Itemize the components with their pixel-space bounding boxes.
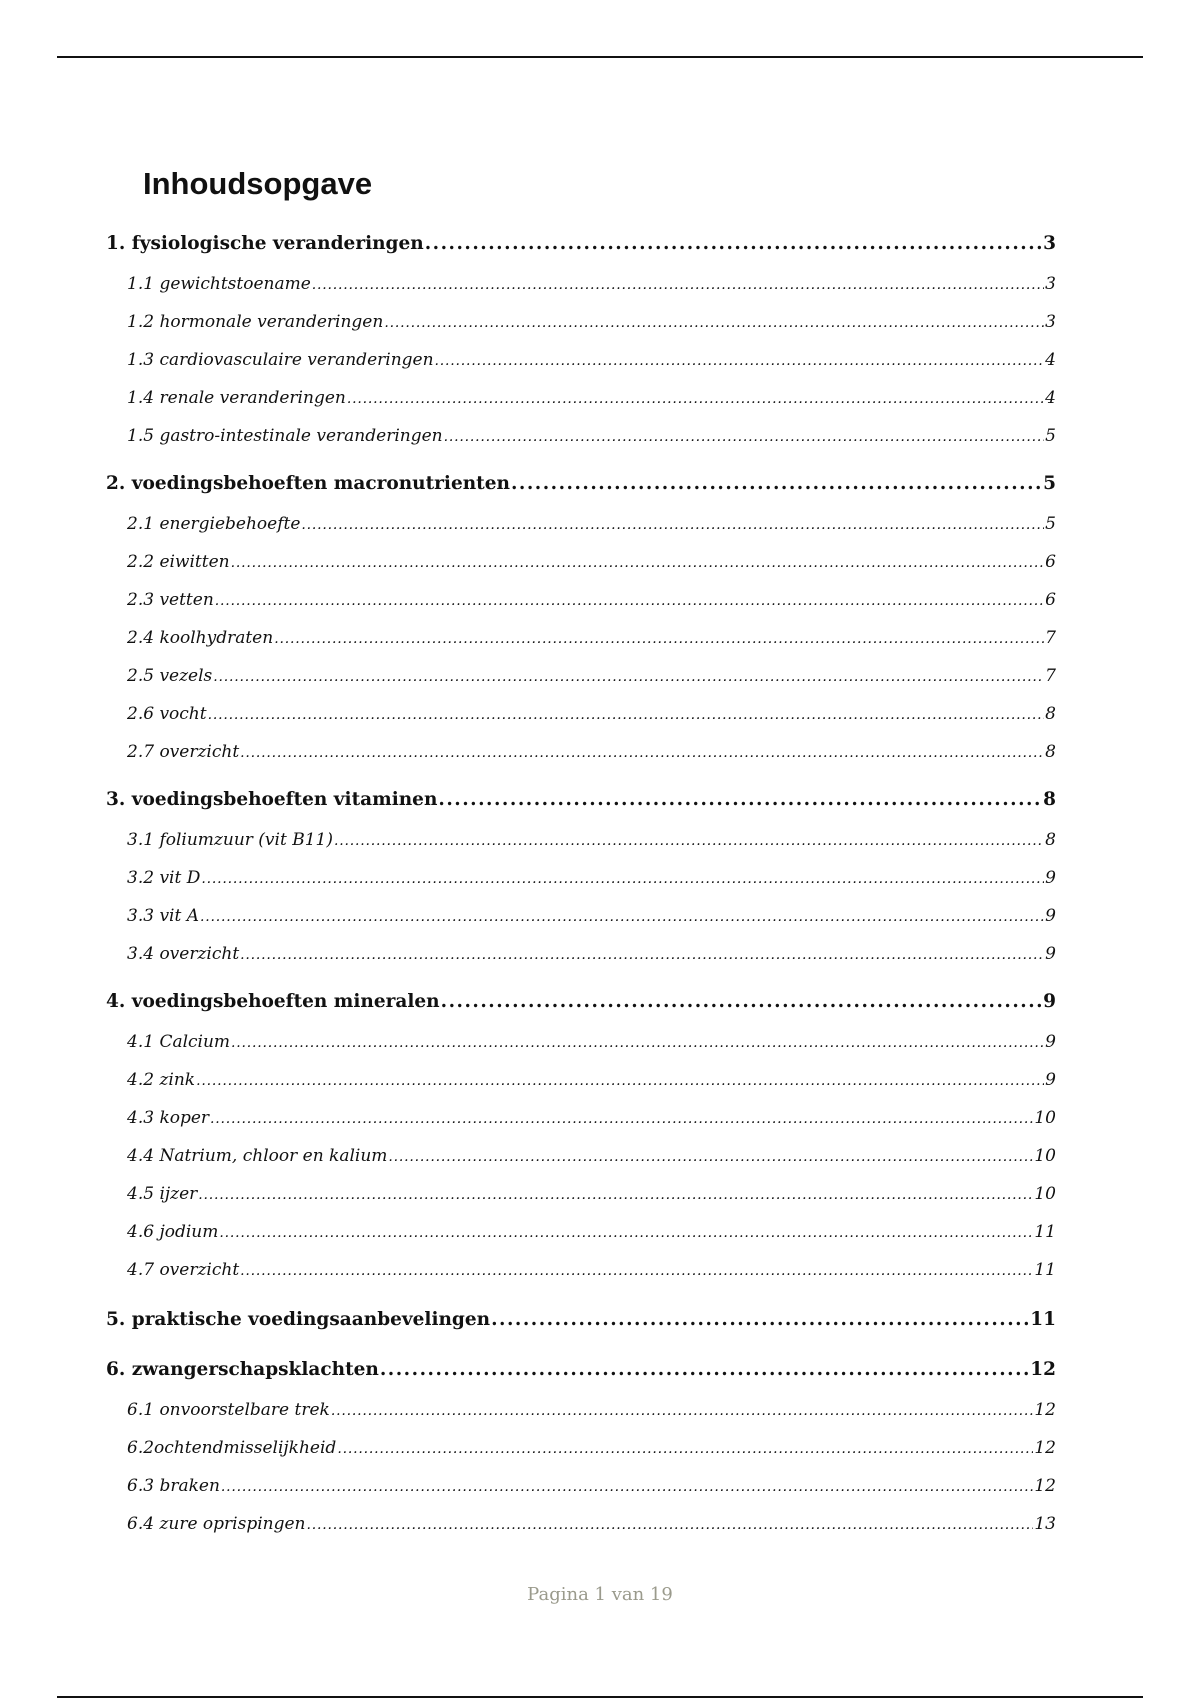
- toc-page: 9: [1043, 991, 1056, 1012]
- dot-leader: [425, 232, 1042, 256]
- toc-section[interactable]: [106, 1436, 1056, 1460]
- toc-label: 2.5 vezels: [127, 666, 213, 686]
- toc-page: 9: [1045, 868, 1056, 888]
- toc-page: 8: [1045, 704, 1056, 724]
- dot-leader: [444, 424, 1045, 449]
- dot-leader: [307, 1512, 1034, 1537]
- dot-leader: [200, 904, 1044, 929]
- toc-page: 5: [1043, 473, 1056, 494]
- toc-page: 12: [1030, 1359, 1056, 1380]
- footer-rule: [57, 1696, 1143, 1698]
- toc-section[interactable]: [106, 1068, 1056, 1092]
- toc-label: 3.1 foliumzuur (vit B11): [127, 830, 333, 850]
- toc-section[interactable]: [106, 348, 1056, 372]
- toc-page: 8: [1045, 742, 1056, 762]
- dot-leader: [312, 272, 1044, 297]
- dot-leader: [491, 1308, 1029, 1332]
- toc-label: 2.6 vocht: [127, 704, 207, 724]
- toc-label: 2.4 koolhydraten: [127, 628, 274, 648]
- toc-page: 10: [1034, 1184, 1056, 1204]
- toc-label: 2. voedingsbehoeften macronutrienten: [106, 473, 510, 494]
- toc-label: 4.5 ijzer: [127, 1184, 198, 1204]
- toc-section[interactable]: [106, 512, 1056, 536]
- dot-leader: [231, 1030, 1044, 1055]
- dot-leader: [219, 1220, 1033, 1245]
- toc-page: 4: [1045, 350, 1056, 370]
- toc-label: 4.4 Natrium, chloor en kalium: [127, 1146, 388, 1166]
- toc-section[interactable]: [106, 1144, 1056, 1168]
- toc-page: 7: [1045, 628, 1056, 648]
- toc-page: 9: [1045, 1032, 1056, 1052]
- toc-section[interactable]: [106, 1474, 1056, 1498]
- toc-label: 2.3 vetten: [127, 590, 214, 610]
- toc-page: 12: [1034, 1438, 1056, 1458]
- dot-leader: [274, 626, 1044, 651]
- toc-page: 8: [1045, 830, 1056, 850]
- toc-page: 10: [1034, 1146, 1056, 1166]
- toc-label: 4.1 Calcium: [127, 1032, 231, 1052]
- toc-page: 3: [1045, 312, 1056, 332]
- toc-page: 3: [1045, 274, 1056, 294]
- toc-page: 6: [1045, 552, 1056, 572]
- toc-section[interactable]: [106, 904, 1056, 928]
- toc-page: 9: [1045, 944, 1056, 964]
- dot-leader: [196, 1068, 1044, 1093]
- toc-page: 12: [1034, 1400, 1056, 1420]
- dot-leader: [208, 702, 1045, 727]
- toc-label: 1.3 cardiovasculaire veranderingen: [127, 350, 434, 370]
- toc-label: 5. praktische voedingsaanbevelingen: [106, 1309, 491, 1330]
- toc-label: 1. fysiologische veranderingen: [106, 233, 424, 254]
- toc-label: 3.4 overzicht: [127, 944, 240, 964]
- toc-label: 1.1 gewichtstoename: [127, 274, 311, 294]
- toc-chapter[interactable]: [106, 1308, 1056, 1332]
- toc-section[interactable]: [106, 386, 1056, 410]
- toc-label: 6.2ochtendmisselijkheid: [127, 1438, 337, 1458]
- dot-leader: [384, 310, 1044, 335]
- dot-leader: [240, 740, 1044, 765]
- toc-chapter[interactable]: [106, 788, 1056, 812]
- toc-page: 11: [1034, 1260, 1056, 1280]
- toc-page: 3: [1043, 233, 1056, 254]
- dot-leader: [301, 512, 1044, 537]
- toc-section[interactable]: [106, 740, 1056, 764]
- toc-page: 9: [1045, 1070, 1056, 1090]
- toc-section[interactable]: [106, 866, 1056, 890]
- toc-page: 9: [1045, 906, 1056, 926]
- toc-page: 7: [1045, 666, 1056, 686]
- toc-page: 4: [1045, 388, 1056, 408]
- toc-label: 3. voedingsbehoeften vitaminen: [106, 789, 438, 810]
- toc-label: 1.4 renale veranderingen: [127, 388, 346, 408]
- toc-label: 1.2 hormonale veranderingen: [127, 312, 384, 332]
- toc-section[interactable]: [106, 1258, 1056, 1282]
- toc-label: 4.6 jodium: [127, 1222, 219, 1242]
- toc-page: 13: [1034, 1514, 1056, 1534]
- dot-leader: [347, 386, 1044, 411]
- toc-chapter[interactable]: [106, 990, 1056, 1014]
- dot-leader: [240, 1258, 1033, 1283]
- toc-chapter[interactable]: [106, 232, 1056, 256]
- toc-label: 4.3 koper: [127, 1108, 210, 1128]
- toc-chapter[interactable]: [106, 1358, 1056, 1382]
- dot-leader: [380, 1358, 1029, 1382]
- toc-page: 11: [1030, 1309, 1056, 1330]
- toc-page: 10: [1034, 1108, 1056, 1128]
- dot-leader: [388, 1144, 1033, 1169]
- dot-leader: [198, 1182, 1033, 1207]
- toc-section[interactable]: [106, 1182, 1056, 1206]
- page-footer: Pagina 1 van 19: [527, 1584, 673, 1605]
- toc-label: 3.3 vit A: [127, 906, 199, 926]
- dot-leader: [215, 588, 1044, 613]
- toc-label: 4.2 zink: [127, 1070, 196, 1090]
- toc-section[interactable]: [106, 550, 1056, 574]
- dot-leader: [213, 664, 1044, 689]
- toc-label: 6.4 zure oprispingen: [127, 1514, 306, 1534]
- toc-section[interactable]: [106, 664, 1056, 688]
- toc-label: 2.7 overzicht: [127, 742, 240, 762]
- toc-page: 11: [1034, 1222, 1056, 1242]
- dot-leader: [201, 866, 1044, 891]
- toc-section[interactable]: [106, 1106, 1056, 1130]
- toc-label: 2.2 eiwitten: [127, 552, 230, 572]
- table-of-contents: [106, 232, 1056, 1536]
- dot-leader: [221, 1474, 1033, 1499]
- toc-label: 1.5 gastro-intestinale veranderingen: [127, 426, 443, 446]
- dot-leader: [438, 788, 1042, 812]
- toc-label: 4.7 overzicht: [127, 1260, 240, 1280]
- page-title: Inhoudsopgave: [143, 166, 373, 201]
- dot-leader: [441, 990, 1043, 1014]
- dot-leader: [231, 550, 1045, 575]
- dot-leader: [240, 942, 1044, 967]
- toc-label: 2.1 energiebehoefte: [127, 514, 301, 534]
- toc-section[interactable]: [106, 1512, 1056, 1536]
- toc-page: 5: [1045, 514, 1056, 534]
- toc-page: 5: [1045, 426, 1056, 446]
- header-rule: [57, 56, 1143, 58]
- toc-section[interactable]: [106, 626, 1056, 650]
- toc-section[interactable]: [106, 942, 1056, 966]
- toc-chapter[interactable]: [106, 472, 1056, 496]
- toc-page: 6: [1045, 590, 1056, 610]
- dot-leader: [210, 1106, 1033, 1131]
- toc-section[interactable]: [106, 588, 1056, 612]
- toc-label: 6.1 onvoorstelbare trek: [127, 1400, 330, 1420]
- toc-section[interactable]: [106, 310, 1056, 334]
- toc-section[interactable]: [106, 828, 1056, 852]
- toc-section[interactable]: [106, 272, 1056, 296]
- toc-label: 6.3 braken: [127, 1476, 220, 1496]
- toc-label: 3.2 vit D: [127, 868, 201, 888]
- toc-page: 12: [1034, 1476, 1056, 1496]
- toc-page: 8: [1043, 789, 1056, 810]
- dot-leader: [337, 1436, 1033, 1461]
- toc-section[interactable]: [106, 1030, 1056, 1054]
- dot-leader: [334, 828, 1044, 853]
- dot-leader: [331, 1398, 1034, 1423]
- toc-label: 6. zwangerschapsklachten: [106, 1359, 379, 1380]
- dot-leader: [435, 348, 1045, 373]
- toc-section[interactable]: [106, 702, 1056, 726]
- toc-section[interactable]: [106, 1220, 1056, 1244]
- toc-section[interactable]: [106, 424, 1056, 448]
- toc-label: 4. voedingsbehoeften mineralen: [106, 991, 440, 1012]
- dot-leader: [511, 472, 1042, 496]
- toc-section[interactable]: [106, 1398, 1056, 1422]
